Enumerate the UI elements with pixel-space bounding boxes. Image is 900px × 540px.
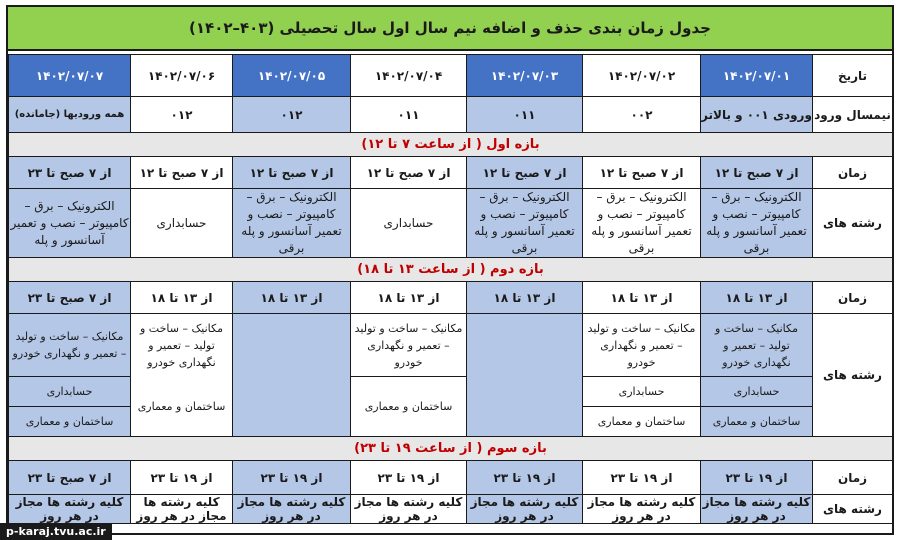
field-accounting: حسابداری <box>583 376 700 406</box>
fields-cell <box>701 314 813 437</box>
band1-label: بازه اول ( از ساعت ۷ تا ۱۲) <box>361 137 540 152</box>
time-cell: از ۷ صبح تا ۲۳ <box>9 282 131 314</box>
time-cell: از ۱۳ تا ۱۸ <box>233 282 351 314</box>
time-cell: از ۷ صبح تا ۲۳ <box>9 157 131 189</box>
entry-cell: همه ورودیها (جامانده) <box>9 97 131 133</box>
fields-cell: الکترونیک – برق – کامپیوتر – نصب و تعمیر آسانسور و پله <box>9 189 131 258</box>
field-building: ساختمان و معماری <box>9 406 130 436</box>
fields-cell <box>131 314 233 437</box>
entry-cell: ۰۱۱ <box>351 97 467 133</box>
band3-row <box>9 437 893 461</box>
date-cell: ۱۴۰۲/۰۷/۰۳ <box>467 55 583 97</box>
fields-cell: کلیه رشته ها مجاز در هر روز <box>701 495 813 524</box>
band1-row <box>9 133 893 157</box>
fields-label: رشته های <box>813 189 893 258</box>
field-building: ساختمان و معماری <box>351 376 466 436</box>
fields-cell <box>9 314 131 437</box>
site-watermark: p-karaj.tvu.ac.ir <box>0 523 112 540</box>
time-cell: از ۷ صبح تا ۲۳ <box>9 461 131 495</box>
fields-cell: کلیه رشته ها مجاز در هر روز <box>233 495 351 524</box>
entry-row <box>9 97 893 133</box>
fields-cell: کلیه رشته ها مجاز در هر روز <box>467 495 583 524</box>
field-building: ساختمان و معماری <box>701 406 812 436</box>
fields-cell: حسابداری <box>351 189 467 258</box>
date-cell: ۱۴۰۲/۰۷/۰۶ <box>131 55 233 97</box>
schedule-table-frame <box>6 5 894 535</box>
field-accounting: حسابداری <box>701 376 812 406</box>
band1-fields-row <box>9 189 893 258</box>
field-building: ساختمان و معماری <box>583 406 700 436</box>
field-mech: مکانیک – ساخت و تولید – تعمیر و نگهداری خودرو <box>587 321 696 369</box>
time-cell: از ۱۹ تا ۲۳ <box>351 461 467 495</box>
time-cell: از ۷ صبح تا ۱۲ <box>467 157 583 189</box>
field-mech: مکانیک – ساخت و تولید – تعمیر و نگهداری خودرو <box>354 321 463 369</box>
date-cell: ۱۴۰۲/۰۷/۰۵ <box>233 55 351 97</box>
fields-cell: الکترونیک – برق – کامپیوتر – نصب و تعمیر آسانسور و پله برقی <box>583 189 701 258</box>
fields-cell: کلیه رشته ها مجاز در هر روز <box>351 495 467 524</box>
fields-cell <box>583 314 701 437</box>
time-cell: از ۱۹ تا ۲۳ <box>131 461 233 495</box>
time-cell: از ۷ صبح تا ۱۲ <box>701 157 813 189</box>
field-mech: مکانیک – ساخت و تولید – تعمیر و نگهداری خودرو <box>714 321 798 369</box>
band3-time-row <box>9 461 893 495</box>
time-label: زمان <box>813 157 893 189</box>
field-building: ساختمان و معماری <box>137 399 226 413</box>
time-cell: از ۱۳ تا ۱۸ <box>467 282 583 314</box>
time-cell: از ۷ صبح تا ۱۲ <box>131 157 233 189</box>
fields-cell: کلیه رشته ها مجاز در هر روز <box>131 495 233 524</box>
entry-cell: ۰۰۲ <box>583 97 701 133</box>
fields-cell <box>351 314 467 437</box>
dates-row <box>9 55 893 97</box>
entry-cell: ۰۱۲ <box>233 97 351 133</box>
time-cell: از ۱۹ تا ۲۳ <box>583 461 701 495</box>
date-label: تاریخ <box>813 55 893 97</box>
date-cell: ۱۴۰۲/۰۷/۰۴ <box>351 55 467 97</box>
band2-fields-row <box>9 314 893 437</box>
date-cell: ۱۴۰۲/۰۷/۰۱ <box>701 55 813 97</box>
time-cell: از ۱۹ تا ۲۳ <box>233 461 351 495</box>
time-cell: از ۷ صبح تا ۱۲ <box>233 157 351 189</box>
band3-fields-row <box>9 495 893 524</box>
field-mech: مکانیک – ساخت و تولید – تعمیر و نگهداری خودرو <box>139 321 223 369</box>
time-cell: از ۱۳ تا ۱۸ <box>351 282 467 314</box>
time-cell: از ۱۳ تا ۱۸ <box>701 282 813 314</box>
fields-cell-empty <box>467 314 583 437</box>
field-accounting: حسابداری <box>9 376 130 406</box>
band2-time-row <box>9 282 893 314</box>
band2-row <box>9 258 893 282</box>
table-title: جدول زمان بندی حذف و اضافه نیم سال اول سال تحصیلی (۴۰۳–۱۴۰۲) <box>8 7 892 51</box>
band2-label: بازه دوم ( از ساعت ۱۳ تا ۱۸) <box>357 262 544 277</box>
fields-cell: الکترونیک – برق – کامپیوتر – نصب و تعمیر آسانسور و پله برقی <box>467 189 583 258</box>
fields-cell: حسابداری <box>131 189 233 258</box>
fields-label: رشته های <box>813 495 893 524</box>
fields-cell: کلیه رشته ها مجاز در هر روز <box>583 495 701 524</box>
fields-cell: کلیه رشته ها مجاز در هر روز <box>9 495 131 524</box>
band1-time-row <box>9 157 893 189</box>
entry-label: نیمسال ورود <box>813 97 893 133</box>
time-cell: از ۷ صبح تا ۱۲ <box>351 157 467 189</box>
time-cell: از ۱۹ تا ۲۳ <box>467 461 583 495</box>
fields-cell: الکترونیک – برق – کامپیوتر – نصب و تعمیر آسانسور و پله برقی <box>701 189 813 258</box>
field-mech: مکانیک – ساخت و تولید – تعمیر و نگهداری خودرو <box>12 330 127 360</box>
fields-label: رشته های <box>813 314 893 437</box>
schedule-grid <box>8 54 893 524</box>
time-cell: از ۱۳ تا ۱۸ <box>583 282 701 314</box>
time-label: زمان <box>813 282 893 314</box>
entry-cell: ۰۱۱ <box>467 97 583 133</box>
date-cell: ۱۴۰۲/۰۷/۰۷ <box>9 55 131 97</box>
date-cell: ۱۴۰۲/۰۷/۰۲ <box>583 55 701 97</box>
time-label: زمان <box>813 461 893 495</box>
entry-cell: ۰۱۲ <box>131 97 233 133</box>
entry-cell: ورودی ۰۰۱ و بالاتر <box>701 97 813 133</box>
band3-label: بازه سوم ( از ساعت ۱۹ تا ۲۳) <box>354 441 547 456</box>
fields-cell: الکترونیک – برق – کامپیوتر – نصب و تعمیر آسانسور و پله برقی <box>233 189 351 258</box>
time-cell: از ۱۹ تا ۲۳ <box>701 461 813 495</box>
fields-cell-empty <box>233 314 351 437</box>
time-cell: از ۱۳ تا ۱۸ <box>131 282 233 314</box>
time-cell: از ۷ صبح تا ۱۲ <box>583 157 701 189</box>
